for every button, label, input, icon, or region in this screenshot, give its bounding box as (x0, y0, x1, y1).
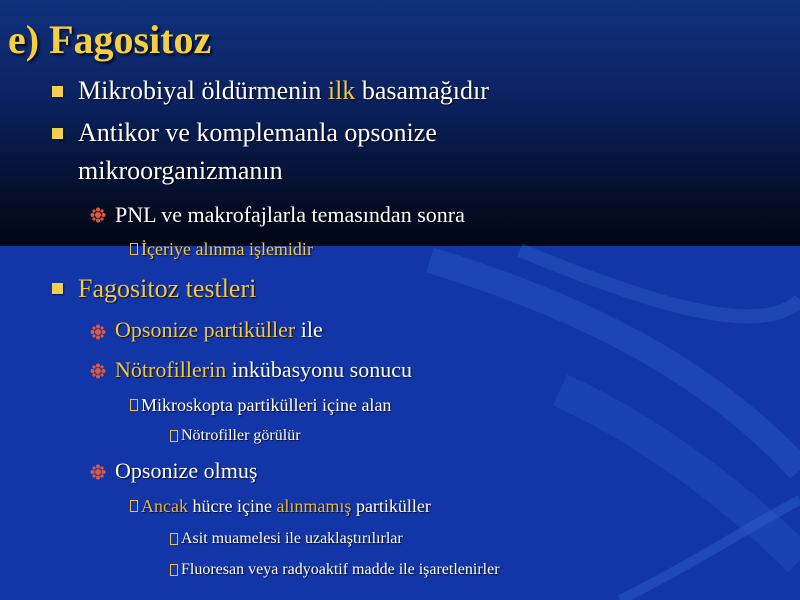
bullet-3-sub-1: Opsonize partiküller ile (115, 317, 323, 342)
slide-title: e) Fagositoz (8, 17, 212, 62)
bullet-3-sub-2-a-i: Nötrofiller görülür (181, 427, 301, 444)
flower-bullet-icon (90, 324, 106, 340)
flower-bullet-icon (90, 464, 106, 480)
bullet-3-sub-2-a: Mikroskopta partikülleri içine alan (141, 395, 392, 415)
bullet-3-sub-3-a: Ancak hücre içine alınmamış partiküller (141, 496, 431, 516)
bullet-3-sub-2: Nötrofillerin inkübasyonu sonucu (115, 357, 412, 382)
square-bullet-icon (52, 86, 63, 97)
bullet-2-line-2: mikroorganizmanın (78, 156, 283, 185)
flower-bullet-icon (90, 363, 106, 379)
arrow-bullet-icon (170, 430, 178, 442)
square-bullet-icon (52, 128, 63, 139)
bullet-3-sub-3-a-i: Asit muamelesi ile uzaklaştırılırlar (181, 530, 403, 547)
bullet-3: Fagositoz testleri (78, 274, 257, 303)
flower-bullet-icon (90, 207, 106, 223)
bullet-2-sub-sub: İçeriye alınma işlemidir (141, 239, 313, 259)
bullet-2-line-1: Antikor ve komplemanla opsonize (78, 118, 437, 147)
bullet-3-sub-3: Opsonize olmuş (115, 458, 258, 483)
square-bullet-icon (52, 283, 63, 294)
arrow-bullet-icon (170, 564, 178, 576)
bullet-1: Mikrobiyal öldürmenin ilk basamağıdır (78, 76, 489, 105)
arrow-bullet-icon (130, 399, 138, 411)
arrow-bullet-icon (130, 243, 138, 255)
arrow-bullet-icon (130, 500, 138, 512)
bullet-2-sub: PNL ve makrofajlarla temasından sonra (115, 202, 465, 227)
arrow-bullet-icon (170, 533, 178, 545)
bullet-3-sub-3-a-ii: Fluoresan veya radyoaktif madde ile işaretlenirler (181, 561, 500, 578)
